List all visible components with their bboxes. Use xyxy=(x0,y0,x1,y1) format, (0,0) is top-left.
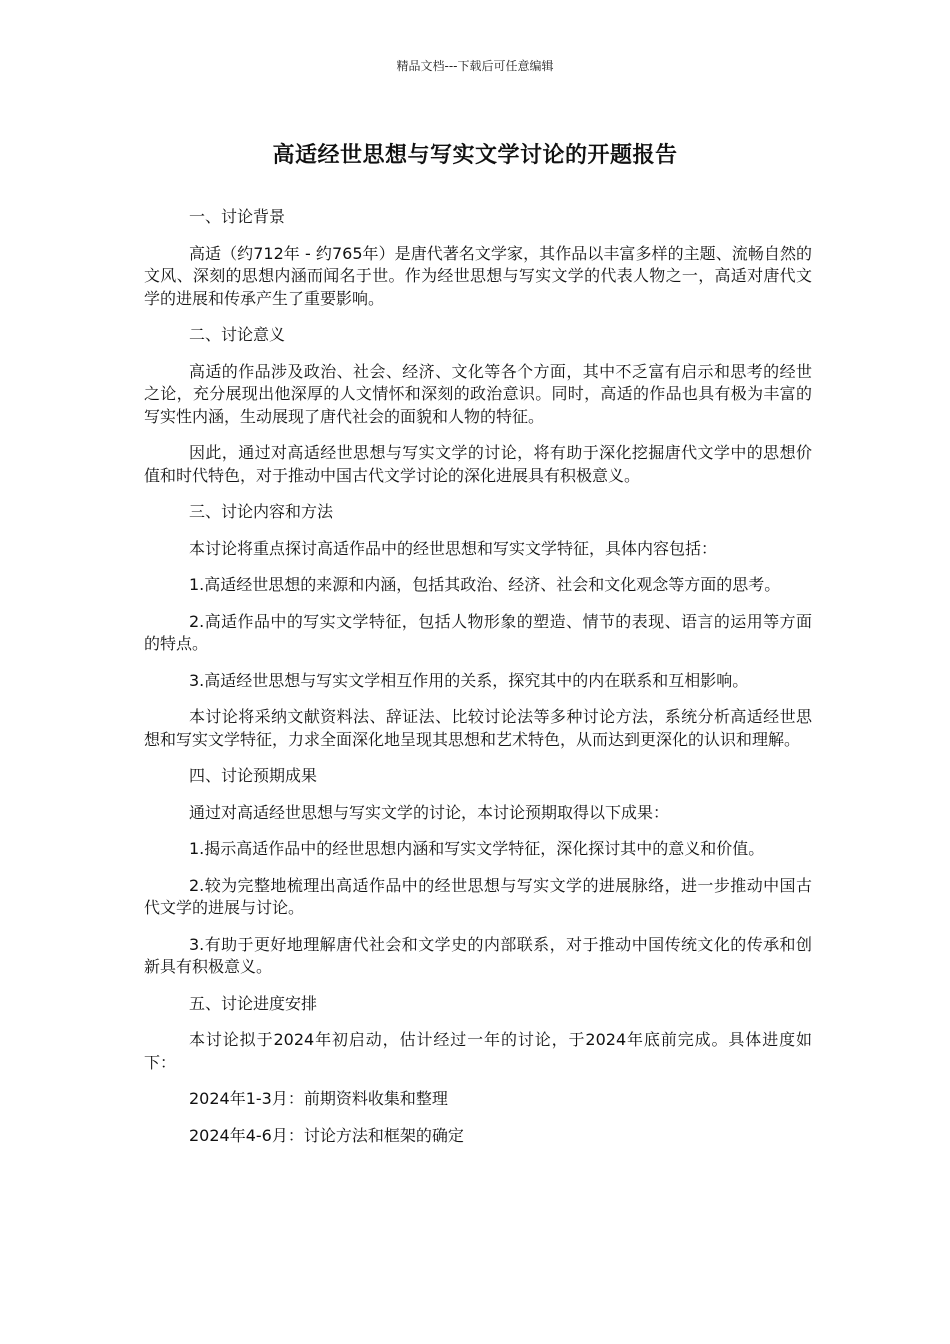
paragraph: 本讨论将重点探讨高适作品中的经世思想和写实文学特征，具体内容包括： xyxy=(189,538,718,558)
page-header: 精品文档---下载后可任意编辑 xyxy=(396,59,554,73)
page-title: 高适经世思想与写实文学讨论的开题报告 xyxy=(272,143,678,168)
list-item: 1.高适经世思想的来源和内涵，包括其政治、经济、社会和文化观念等方面的思考。 xyxy=(189,575,781,594)
list-item: 2.高适作品中的写实文学特征，包括人物形象的塑造、情节的表现、语言的运用等方面的特点。 xyxy=(144,611,812,653)
section-heading-background: 一、讨论背景 xyxy=(189,207,286,226)
paragraph: 通过对高适经世思想与写实文学的讨论，本讨论预期取得以下成果： xyxy=(189,802,670,822)
paragraph: 高适（约712年 - 约765年）是唐代著名文学家，其作品以丰富多样的主题、流畅自然的文风、深刻的思想内涵而闻名于世。作为经世思想与写实文学的代表人物之一，高适对唐代文学的进展和传承产生了重要影响。 xyxy=(144,243,812,308)
list-item: 3.高适经世思想与写实文学相互作用的关系，探究其中的内在联系和互相影响。 xyxy=(189,670,749,690)
paragraph: 因此，通过对高适经世思想与写实文学的讨论，将有助于深化挖掘唐代文学中的思想价值和时代特色，对于推动中国古代文学讨论的深化进展具有积极意义。 xyxy=(144,443,812,485)
paragraph: 高适的作品涉及政治、社会、经济、文化等各个方面，其中不乏富有启示和思考的经世之论，充分展现出他深厚的人文情怀和深刻的政治意识。同时，高适的作品也具有极为丰富的写实性内涵，生动展现了唐代社会的面貌和人物的特征。 xyxy=(144,361,812,426)
paragraph: 本讨论拟于2024年初启动，估计经过一年的讨论，于2024年底前完成。具体进度如下： xyxy=(144,1030,812,1072)
paragraph: 本讨论将采纳文献资料法、辞证法、比较讨论法等多种讨论方法，系统分析高适经世思想和写实文学特征，力求全面深化地呈现其思想和艺术特色，从而达到更深化的认识和理解。 xyxy=(144,707,812,749)
list-item: 3.有助于更好地理解唐代社会和文学史的内部联系，对于推动中国传统文化的传承和创新具有积极意义。 xyxy=(144,934,812,976)
schedule-item: 2024年4-6月：讨论方法和框架的确定 xyxy=(189,1125,464,1145)
section-heading-significance: 二、讨论意义 xyxy=(189,325,286,344)
schedule-item: 2024年1-3月：前期资料收集和整理 xyxy=(189,1089,448,1108)
list-item: 1.揭示高适作品中的经世思想内涵和写实文学特征，深化探讨其中的意义和价值。 xyxy=(189,839,765,858)
section-heading-schedule: 五、讨论进度安排 xyxy=(189,993,318,1013)
document-body xyxy=(144,206,812,1161)
section-heading-content-methods: 三、讨论内容和方法 xyxy=(189,502,334,521)
section-heading-expected-results: 四、讨论预期成果 xyxy=(189,766,318,785)
list-item: 2.较为完整地梳理出高适作品中的经世思想与写实文学的进展脉络，进一步推动中国古代文学的进展与讨论。 xyxy=(144,875,812,917)
